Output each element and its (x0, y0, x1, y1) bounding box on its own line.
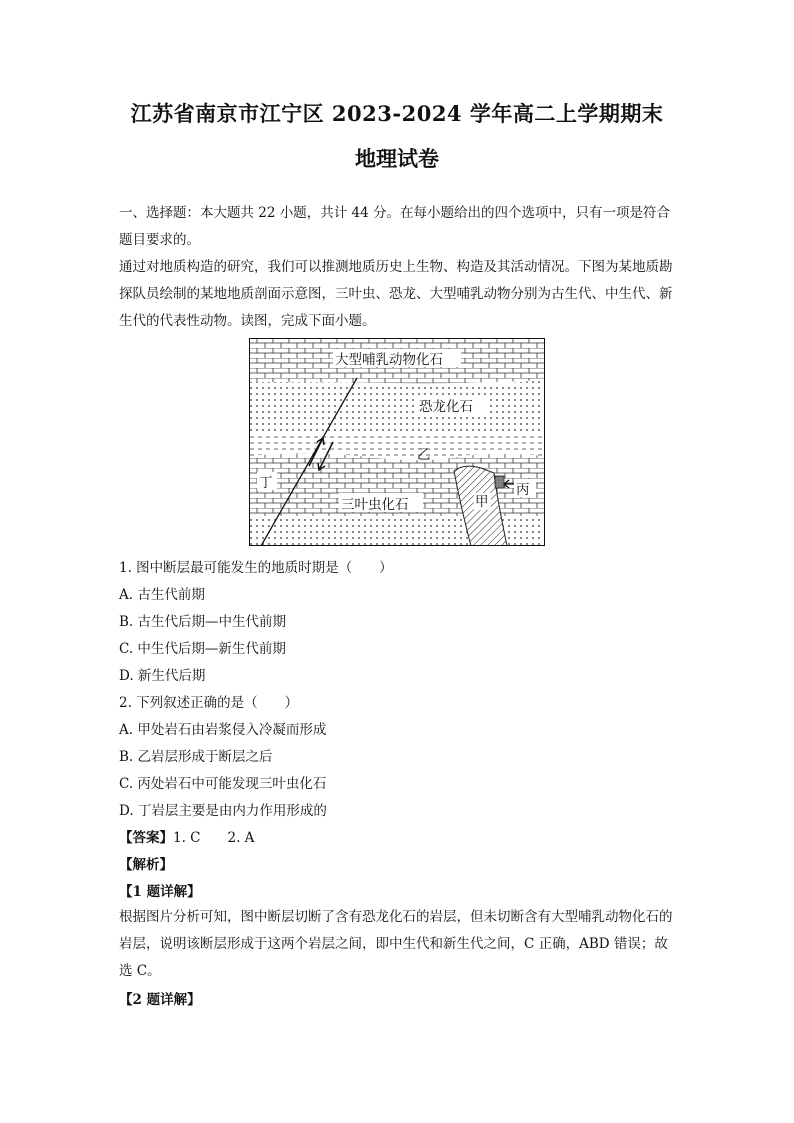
document-subtitle: 地理试卷 (355, 146, 439, 171)
bing-contact-zone (495, 476, 504, 488)
label-bing: 丙 (516, 482, 530, 498)
answer-label: 【答案】 (119, 830, 173, 846)
answer-text: 1. C 2. A (173, 830, 255, 846)
q1-analysis-label: 【1 题详解】 (119, 884, 201, 900)
question-1-option-a: A. 古生代前期 (119, 587, 205, 603)
question-1-option-d: D. 新生代后期 (119, 668, 206, 684)
question-2-option-a: A. 甲处岩石由岩浆侵入冷凝而形成 (119, 722, 327, 738)
label-jia: 甲 (475, 494, 489, 510)
question-1-stem: 1. 图中断层最可能发生的地质时期是（ ） (119, 560, 393, 576)
passage: 通过对地质构造的研究，我们可以推测地质历史上生物、构造及其活动情况。下图为某地质勘探队员绘制的某地地质剖面示意图，三叶虫、恐龙、大型哺乳动物分别为古生代、中生代、新生代的代表性动物。读图，完成下面小题。 (119, 259, 673, 329)
question-2-option-c: C. 丙处岩石中可能发现三叶虫化石 (119, 776, 327, 792)
geologic-section-figure (249, 338, 545, 546)
q2-analysis-label: 【2 题详解】 (119, 992, 201, 1008)
label-trilobite-fossil: 三叶虫化石 (341, 497, 409, 513)
question-2-option-d: D. 丁岩层主要是由内力作用形成的 (119, 803, 327, 819)
label-mammal-fossil: 大型哺乳动物化石 (335, 352, 443, 368)
label-ding: 丁 (259, 475, 273, 491)
dinosaur-layer (249, 380, 545, 434)
q1-analysis-text: 根据图片分析可知，图中断层切断了含有恐龙化石的岩层，但未切断含有大型哺乳动物化石的岩层，说明该断层形成于这两个岩层之间，即中生代和新生代之间，C 正确，ABD 错误；故选 C。 (119, 909, 673, 979)
question-2-stem: 2. 下列叙述正确的是（ ） (119, 695, 299, 711)
answer-line (119, 826, 254, 846)
section-instruction: 一、选择题：本大题共 22 小题，共计 44 分。在每小题给出的四个选项中，只有一项是符合题目要求的。 (119, 205, 671, 248)
question-1-option-c: C. 中生代后期—新生代前期 (119, 641, 286, 657)
label-yi: 乙 (417, 447, 431, 463)
question-2-option-b: B. 乙岩层形成于断层之后 (119, 749, 273, 765)
document-title: 江苏省南京市江宁区 2023-2024 学年高二上学期期末 (130, 101, 664, 126)
analysis-label: 【解析】 (119, 857, 173, 873)
question-1-option-b: B. 古生代后期—中生代前期 (119, 614, 287, 630)
label-dinosaur-fossil: 恐龙化石 (419, 399, 473, 415)
